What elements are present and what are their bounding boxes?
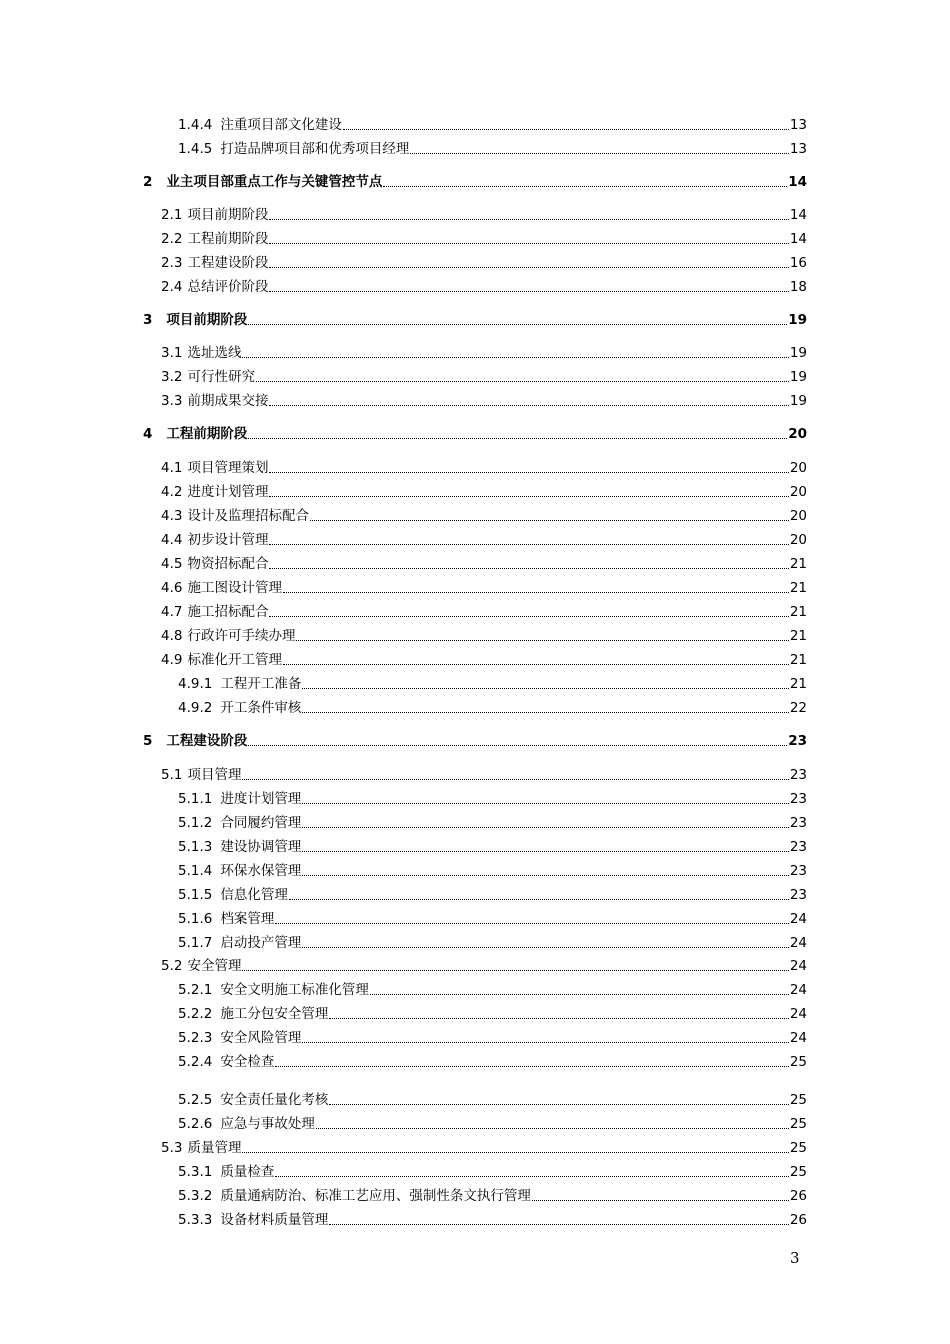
toc-page-number: 23 <box>789 863 807 879</box>
toc-section-number: 2.4 <box>161 279 183 295</box>
toc-section-title: 项目管理 <box>187 767 242 783</box>
toc-page-number: 24 <box>789 911 807 927</box>
toc-section-number: 3 <box>143 312 153 328</box>
toc-section-title: 设备材料质量管理 <box>220 1212 329 1228</box>
toc-section-title: 选址选线 <box>187 345 242 361</box>
toc-section-number: 2 <box>143 174 153 190</box>
toc-chapter-row[interactable] <box>143 423 807 443</box>
toc-section-title: 信息化管理 <box>220 887 288 903</box>
toc-dot-leader <box>302 712 788 713</box>
toc-page-number: 21 <box>789 556 807 572</box>
toc-dot-leader <box>269 267 788 268</box>
toc-chapter-row[interactable] <box>143 730 807 750</box>
toc-section-number: 5.2.3 <box>178 1030 213 1046</box>
toc-dot-leader <box>242 779 788 780</box>
toc-page-number: 13 <box>789 141 807 157</box>
toc-row[interactable] <box>161 342 807 362</box>
toc-page-number: 25 <box>789 1140 807 1156</box>
toc-page-number: 20 <box>789 532 807 548</box>
toc-section-title: 施工图设计管理 <box>187 580 282 596</box>
toc-page-number: 25 <box>789 1092 807 1108</box>
toc-row[interactable] <box>178 1003 807 1023</box>
toc-row[interactable] <box>161 649 807 669</box>
toc-dot-leader <box>289 899 789 900</box>
toc-section-title: 档案管理 <box>220 911 275 927</box>
toc-row[interactable] <box>161 366 807 386</box>
toc-section-title: 工程开工准备 <box>220 676 302 692</box>
toc-row[interactable] <box>161 1137 807 1157</box>
toc-section-title: 施工分包安全管理 <box>220 1006 329 1022</box>
toc-page-number: 26 <box>789 1212 807 1228</box>
toc-dot-leader <box>275 1066 788 1067</box>
toc-row[interactable] <box>178 1209 807 1229</box>
toc-page-number: 14 <box>789 207 807 223</box>
toc-section-title: 注重项目部文化建设 <box>220 117 342 133</box>
toc-dot-leader <box>275 1176 788 1177</box>
toc-dot-leader <box>269 291 788 292</box>
toc-dot-leader <box>248 745 787 746</box>
toc-row[interactable] <box>161 204 807 224</box>
toc-row[interactable] <box>161 276 807 296</box>
toc-dot-leader <box>302 1042 788 1043</box>
toc-section-number: 5.2.6 <box>178 1116 213 1132</box>
toc-row[interactable] <box>178 138 807 158</box>
toc-section-number: 5.1.6 <box>178 911 213 927</box>
toc-section-number: 4 <box>143 426 153 442</box>
toc-row[interactable] <box>178 788 807 808</box>
toc-section-number: 5.1.4 <box>178 863 213 879</box>
toc-page-number: 20 <box>788 426 807 442</box>
toc-row[interactable] <box>161 457 807 477</box>
toc-row[interactable] <box>161 228 807 248</box>
toc-section-number: 4.9.2 <box>178 700 213 716</box>
toc-section-title: 业主项目部重点工作与关键管控节点 <box>166 174 383 190</box>
toc-dot-leader <box>329 1018 788 1019</box>
toc-dot-leader <box>383 186 787 187</box>
toc-page-number: 23 <box>789 839 807 855</box>
toc-section-title: 物资招标配合 <box>187 556 269 572</box>
toc-row[interactable] <box>178 1051 807 1071</box>
toc-section-number: 5.1.5 <box>178 887 213 903</box>
toc-section-number: 2.2 <box>161 231 183 247</box>
toc-row[interactable] <box>161 955 807 975</box>
toc-page-number: 25 <box>789 1164 807 1180</box>
toc-section-title: 进度计划管理 <box>187 484 269 500</box>
toc-dot-leader <box>302 875 788 876</box>
toc-section-number: 5.1.1 <box>178 791 213 807</box>
toc-section-number: 3.3 <box>161 393 183 409</box>
toc-page-number: 24 <box>789 958 807 974</box>
toc-dot-leader <box>316 1128 789 1129</box>
toc-section-number: 1.4.5 <box>178 141 213 157</box>
toc-section-title: 项目管理策划 <box>187 460 269 476</box>
toc-dot-leader <box>329 1104 788 1105</box>
toc-section-number: 4.7 <box>161 604 183 620</box>
toc-page-number: 24 <box>789 935 807 951</box>
toc-section-number: 3.1 <box>161 345 183 361</box>
toc-dot-leader <box>310 520 789 521</box>
toc-page-number: 20 <box>789 508 807 524</box>
toc-section-title: 安全文明施工标准化管理 <box>220 982 369 998</box>
toc-row[interactable] <box>178 697 807 717</box>
toc-page-number: 25 <box>789 1054 807 1070</box>
toc-section-title: 质量通病防治、标准工艺应用、强制性条文执行管理 <box>220 1188 531 1204</box>
toc-section-number: 4.9 <box>161 652 183 668</box>
toc-section-number: 4.8 <box>161 628 183 644</box>
toc-section-title: 工程前期阶段 <box>166 426 248 442</box>
toc-row[interactable] <box>178 836 807 856</box>
toc-section-title: 行政许可手续办理 <box>187 628 296 644</box>
toc-dot-leader <box>269 568 788 569</box>
toc-page-number: 23 <box>789 791 807 807</box>
toc-section-title: 环保水保管理 <box>220 863 302 879</box>
toc-section-title: 建设协调管理 <box>220 839 302 855</box>
toc-dot-leader <box>283 664 789 665</box>
toc-page-number: 21 <box>789 676 807 692</box>
toc-section-number: 4.2 <box>161 484 183 500</box>
toc-row[interactable] <box>161 625 807 645</box>
toc-dot-leader <box>269 219 788 220</box>
toc-page-number: 23 <box>789 767 807 783</box>
toc-section-title: 安全责任量化考核 <box>220 1092 329 1108</box>
toc-dot-leader <box>410 153 788 154</box>
toc-dot-leader <box>256 381 789 382</box>
toc-section-number: 1.4.4 <box>178 117 213 133</box>
toc-dot-leader <box>302 827 788 828</box>
toc-section-number: 5.2.5 <box>178 1092 213 1108</box>
toc-chapter-row[interactable] <box>143 171 807 191</box>
toc-dot-leader <box>242 357 788 358</box>
toc-section-title: 启动投产管理 <box>220 935 302 951</box>
toc-section-title: 设计及监理招标配合 <box>187 508 309 524</box>
toc-row[interactable] <box>178 979 807 999</box>
toc-section-number: 5.3.3 <box>178 1212 213 1228</box>
toc-dot-leader <box>269 496 788 497</box>
toc-page-number: 14 <box>788 174 807 190</box>
toc-dot-leader <box>269 472 788 473</box>
toc-section-number: 5.3.1 <box>178 1164 213 1180</box>
toc-section-number: 5.3.2 <box>178 1188 213 1204</box>
toc-page-number: 20 <box>789 460 807 476</box>
toc-section-title: 安全管理 <box>187 958 242 974</box>
toc-dot-leader <box>242 1152 788 1153</box>
toc-section-title: 打造品牌项目部和优秀项目经理 <box>220 141 410 157</box>
toc-row[interactable] <box>178 1185 807 1205</box>
toc-dot-leader <box>302 947 788 948</box>
toc-page-number: 25 <box>789 1116 807 1132</box>
toc-section-title: 安全风险管理 <box>220 1030 302 1046</box>
toc-section-title: 工程建设阶段 <box>187 255 269 271</box>
toc-page-number: 19 <box>789 345 807 361</box>
toc-section-number: 5.1.2 <box>178 815 213 831</box>
toc-page-number: 14 <box>789 231 807 247</box>
toc-page-number: 20 <box>789 484 807 500</box>
toc-dot-leader <box>242 970 788 971</box>
toc-row[interactable] <box>178 884 807 904</box>
toc-section-number: 4.9.1 <box>178 676 213 692</box>
toc-row[interactable] <box>178 114 807 134</box>
toc-page-number: 26 <box>789 1188 807 1204</box>
toc-dot-leader <box>532 1200 789 1201</box>
toc-section-title: 初步设计管理 <box>187 532 269 548</box>
toc-page-number: 24 <box>789 982 807 998</box>
toc-section-title: 开工条件审核 <box>220 700 302 716</box>
toc-section-title: 标准化开工管理 <box>187 652 282 668</box>
toc-dot-leader <box>269 405 788 406</box>
toc-page-number: 13 <box>789 117 807 133</box>
toc-dot-leader <box>248 438 787 439</box>
toc-section-title: 项目前期阶段 <box>166 312 248 328</box>
toc-page-number: 16 <box>789 255 807 271</box>
toc-section-title: 前期成果交接 <box>187 393 269 409</box>
toc-section-number: 5.2.4 <box>178 1054 213 1070</box>
toc-row[interactable] <box>178 860 807 880</box>
toc-section-title: 进度计划管理 <box>220 791 302 807</box>
toc-section-title: 工程前期阶段 <box>187 231 269 247</box>
toc-page-number: 21 <box>789 628 807 644</box>
toc-row[interactable] <box>178 1113 807 1133</box>
toc-row[interactable] <box>178 1027 807 1047</box>
toc-section-number: 5.3 <box>161 1140 183 1156</box>
toc-dot-leader <box>302 688 788 689</box>
toc-section-title: 质量检查 <box>220 1164 275 1180</box>
toc-row[interactable] <box>178 932 807 952</box>
toc-dot-leader <box>248 324 787 325</box>
toc-dot-leader <box>269 544 788 545</box>
toc-page-number: 21 <box>789 604 807 620</box>
toc-section-number: 3.2 <box>161 369 183 385</box>
toc-page-number: 21 <box>789 580 807 596</box>
toc-section-number: 5.2 <box>161 958 183 974</box>
toc-row[interactable] <box>178 908 807 928</box>
toc-row[interactable] <box>161 601 807 621</box>
toc-page-number: 21 <box>789 652 807 668</box>
toc-section-number: 2.1 <box>161 207 183 223</box>
toc-section-title: 可行性研究 <box>187 369 255 385</box>
toc-page-number: 22 <box>789 700 807 716</box>
toc-section-title: 总结评价阶段 <box>187 279 269 295</box>
toc-row[interactable] <box>178 673 807 693</box>
toc-section-number: 4.5 <box>161 556 183 572</box>
toc-dot-leader <box>370 994 789 995</box>
toc-dot-leader <box>283 592 789 593</box>
toc-page-number: 23 <box>789 887 807 903</box>
toc-page-number: 23 <box>788 733 807 749</box>
toc-section-number: 4.6 <box>161 580 183 596</box>
toc-row[interactable] <box>161 529 807 549</box>
toc-section-number: 4.3 <box>161 508 183 524</box>
toc-page-number: 19 <box>789 369 807 385</box>
toc-dot-leader <box>269 616 788 617</box>
toc-row[interactable] <box>161 252 807 272</box>
toc-row[interactable] <box>178 812 807 832</box>
toc-section-title: 工程建设阶段 <box>166 733 248 749</box>
toc-row[interactable] <box>161 481 807 501</box>
toc-dot-leader <box>296 640 788 641</box>
toc-row[interactable] <box>161 390 807 410</box>
toc-page-number: 23 <box>789 815 807 831</box>
toc-section-number: 4.1 <box>161 460 183 476</box>
page-number: 3 <box>790 1249 800 1267</box>
toc-section-number: 5.1 <box>161 767 183 783</box>
toc-section-title: 施工招标配合 <box>187 604 269 620</box>
toc-row[interactable] <box>178 1089 807 1109</box>
toc-page-number: 24 <box>789 1006 807 1022</box>
toc-dot-leader <box>329 1224 788 1225</box>
toc-section-title: 质量管理 <box>187 1140 242 1156</box>
toc-page-number: 24 <box>789 1030 807 1046</box>
toc-dot-leader <box>302 851 788 852</box>
toc-row[interactable] <box>161 505 807 525</box>
toc-row[interactable] <box>178 1161 807 1181</box>
toc-section-title: 项目前期阶段 <box>187 207 269 223</box>
toc-dot-leader <box>302 803 788 804</box>
toc-row[interactable] <box>161 553 807 573</box>
toc-section-number: 5.1.7 <box>178 935 213 951</box>
toc-dot-leader <box>275 923 788 924</box>
toc-row[interactable] <box>161 577 807 597</box>
toc-section-number: 2.3 <box>161 255 183 271</box>
toc-chapter-row[interactable] <box>143 309 807 329</box>
toc-page-number: 19 <box>788 312 807 328</box>
toc-dot-leader <box>343 129 789 130</box>
toc-dot-leader <box>269 243 788 244</box>
toc-section-number: 5.2.1 <box>178 982 213 998</box>
toc-section-title: 合同履约管理 <box>220 815 302 831</box>
toc-section-number: 4.4 <box>161 532 183 548</box>
toc-section-title: 安全检查 <box>220 1054 275 1070</box>
toc-section-number: 5.2.2 <box>178 1006 213 1022</box>
toc-section-number: 5 <box>143 733 153 749</box>
toc-section-title: 应急与事故处理 <box>220 1116 315 1132</box>
toc-row[interactable] <box>161 764 807 784</box>
toc-page-number: 19 <box>789 393 807 409</box>
toc-section-number: 5.1.3 <box>178 839 213 855</box>
toc-page-number: 18 <box>789 279 807 295</box>
